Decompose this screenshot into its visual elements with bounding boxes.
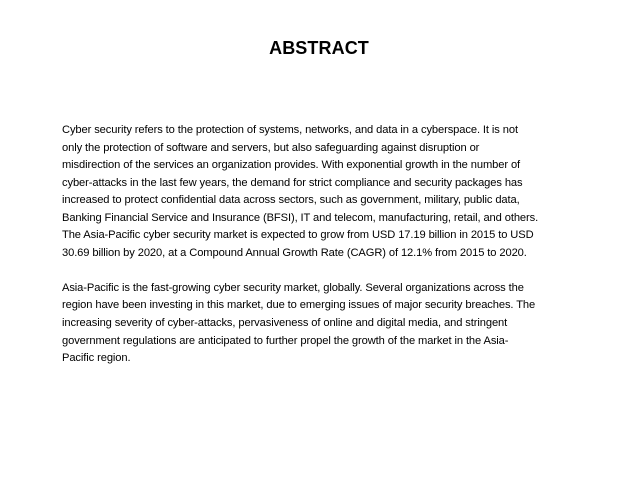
text-line: Asia-Pacific is the fast-growing cyber security market, globally. Several organizations across the [62, 281, 524, 294]
paragraph [62, 122, 610, 262]
text-line: Cyber security refers to the protection of systems, networks, and data in a cyberspace. It is not [62, 124, 518, 136]
page-title: ABSTRACT [269, 38, 369, 58]
text-line: The Asia-Pacific cyber security market is expected to grow from USD 17.19 billion in 2015 to USD [62, 229, 534, 242]
abstract-body [62, 122, 610, 368]
text-line: region have been investing in this market, due to emerging issues of major security breaches. The [62, 299, 536, 312]
text-line: government regulations are anticipated to further propel the growth of the market in the Asia- [62, 334, 509, 347]
text-line: Banking Financial Service and Insurance (BFSI), IT and telecom, manufacturing, retail, and others. [62, 211, 539, 224]
text-line: 30.69 billion by 2020, at a Compound Annual Growth Rate (CAGR) of 12.1% from 2015 to 2020. [62, 246, 527, 259]
text-line: only the protection of software and servers, but also safeguarding against disruption or [62, 141, 480, 154]
text-line: cyber-attacks in the last few years, the demand for strict compliance and security packages has [62, 176, 523, 189]
paragraph [62, 280, 610, 368]
text-line: increasing severity of cyber-attacks, pervasiveness of online and digital media, and stringent [62, 316, 508, 329]
text-line: misdirection of the services an organization provides. With exponential growth in the number of [62, 159, 521, 172]
text-line: increased to protect confidential data across sectors, such as government, military, public data, [62, 194, 520, 207]
text-line: Pacific region. [62, 352, 131, 365]
